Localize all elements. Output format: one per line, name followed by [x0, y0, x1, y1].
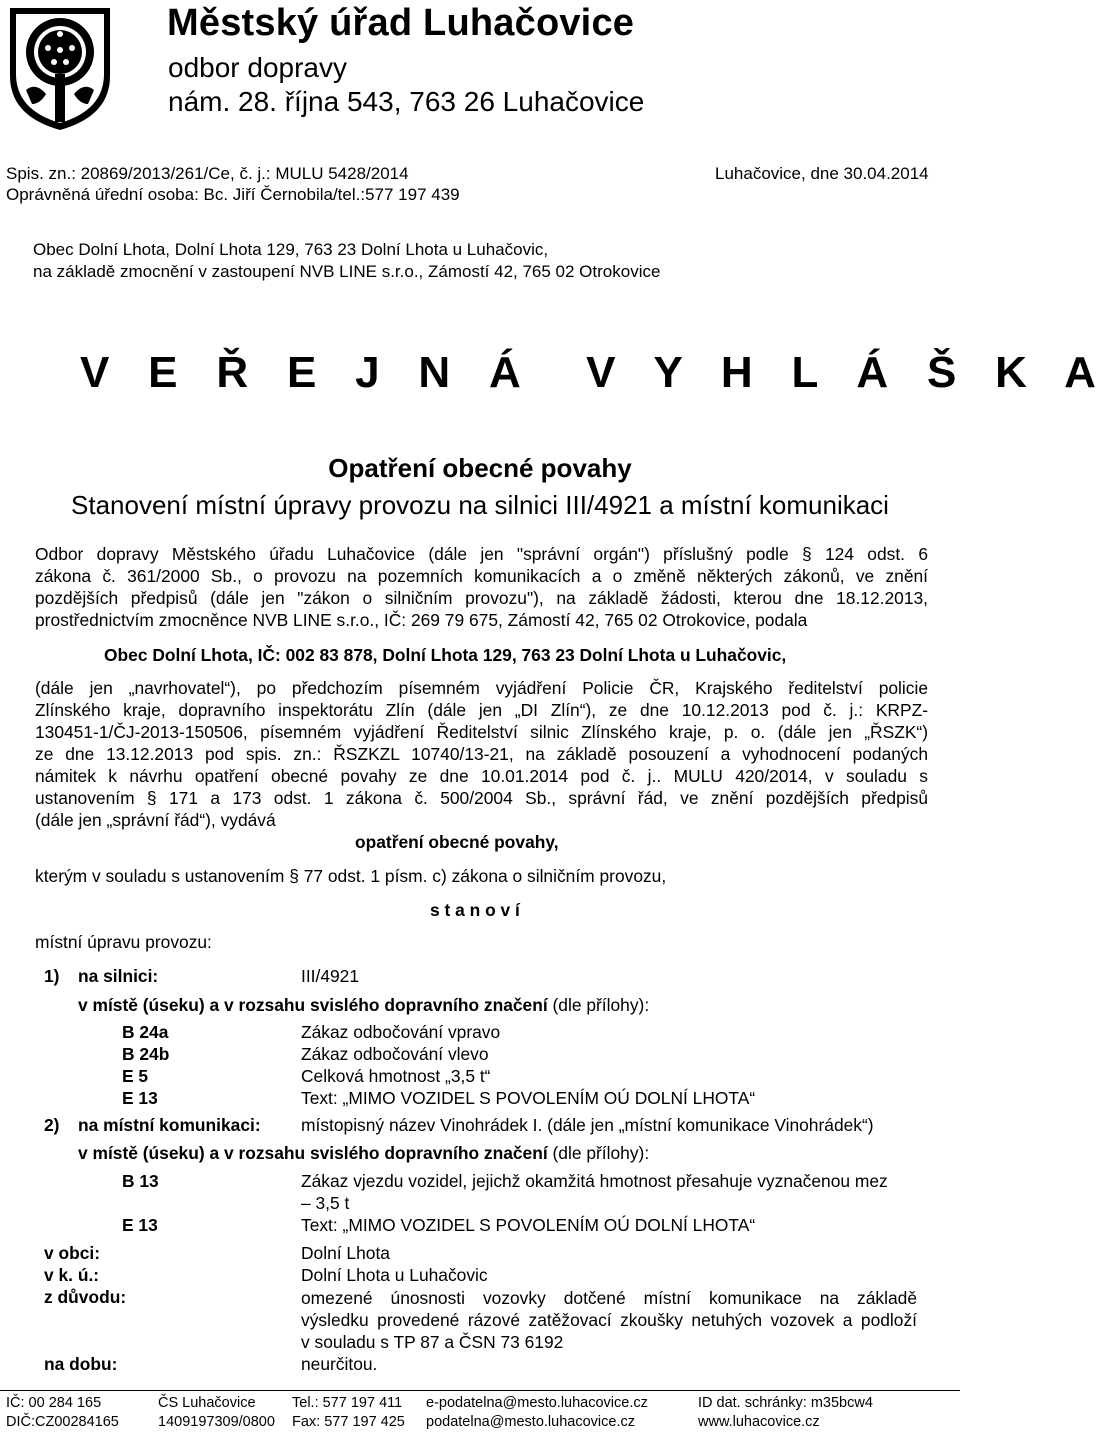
addressee-line-2: na základě zmocnění v zastoupení NVB LINE s.r.o., Zámostí 42, 765 02 Otrokovice [33, 262, 661, 281]
intro-line: Odbor dopravy Městského úřadu Luhačovice (dále jen "správní orgán") příslušný podle § 124 odst. 6 [35, 544, 928, 564]
footer-ic: IČ: 00 284 165 [6, 1395, 102, 1411]
intro-paragraph [35, 543, 928, 631]
item-1-number: 1) [44, 966, 60, 986]
department: odbor dopravy [168, 52, 348, 83]
intro-line: zákona č. 361/2000 Sb., o provozu na pozemních komunikacích a o změně některých zákonů, ve znění [35, 566, 928, 586]
duration-value: neurčitou. [301, 1354, 378, 1374]
body-paragraph [35, 677, 928, 831]
addressee-line-1: Obec Dolní Lhota, Dolní Lhota 129, 763 23 Dolní Lhota u Luhačovic, [33, 240, 549, 259]
item-1-label: na silnici: [78, 966, 159, 986]
footer-dic: DIČ:CZ00284165 [6, 1414, 119, 1430]
document-date: Luhačovice, dne 30.04.2014 [715, 164, 929, 183]
cadastral-value: Dolní Lhota u Luhačovic [301, 1265, 488, 1285]
footer-email-1[interactable]: e-podatelna@mesto.luhacovice.cz [426, 1395, 648, 1411]
sign-code: B 24a [122, 1022, 169, 1042]
sign-text: Text: „MIMO VOZIDEL S POVOLENÍM OÚ DOLNÍ LHOTA“ [301, 1088, 756, 1108]
sign-text: Zákaz odbočování vlevo [301, 1044, 489, 1064]
sign-code: E 13 [122, 1088, 158, 1108]
sign-text: Text: „MIMO VOZIDEL S POVOLENÍM OÚ DOLNÍ LHOTA“ [301, 1215, 756, 1235]
sign-text: Celková hmotnost „3,5 t“ [301, 1066, 491, 1086]
sign-text: Zákaz odbočování vpravo [301, 1022, 501, 1042]
issues-measure: opatření obecné povahy, [355, 832, 559, 852]
item-1-road: III/4921 [301, 966, 360, 986]
file-reference: Spis. zn.: 20869/2013/261/Ce, č. j.: MULU 5428/2014 [6, 164, 409, 183]
sign-code: E 5 [122, 1066, 149, 1086]
office-title: Městský úřad Luhačovice [167, 2, 635, 44]
public-notice-heading [80, 348, 1109, 398]
intro-line: pozdějších předpisů (dále jen "zákon o silničním provozu"), na základě žádosti, kterou dne 18.12.2013, [35, 588, 928, 608]
sign-text: Zákaz vjezdu vozidel, jejichž okamžitá hmotnost přesahuje vyznačenou mez [301, 1171, 888, 1191]
footer-fax: Fax: 577 197 425 [292, 1414, 405, 1430]
sign-text-continued: – 3,5 t [301, 1193, 350, 1213]
item-2-road: místopisný název Vinohrádek I. (dále jen „místní komunikace Vinohrádek“) [301, 1115, 874, 1135]
office-address: nám. 28. října 543, 763 26 Luhačovice [168, 86, 645, 117]
footer-account: 1409197309/0800 [158, 1414, 275, 1430]
footer-bank: ČS Luhačovice [158, 1395, 256, 1411]
applicant: Obec Dolní Lhota, IČ: 002 83 878, Dolní Lhota 129, 763 23 Dolní Lhota u Luhačovic, [104, 645, 787, 665]
body-line: (dále jen „správní řád“), vydává [35, 810, 276, 830]
determines: s t a n o v í [430, 900, 520, 920]
official-person: Oprávněná úřední osoba: Bc. Jiří Černobila/tel.:577 197 439 [6, 185, 460, 204]
footer-divider [0, 1390, 960, 1391]
body-line: (dále jen „navrhovatel“), po předchozím písemném vyjádření Policie ČR, Krajského ředitelství policie [35, 678, 928, 698]
measure-subject: Stanovení místní úpravy provozu na silnici III/4921 a místní komunikaci [71, 490, 889, 520]
sign-code: B 13 [122, 1171, 159, 1191]
footer-tel: Tel.: 577 197 411 [292, 1395, 403, 1411]
measure-type: Opatření obecné povahy [328, 453, 632, 483]
item-2-place: v místě (úseku) a v rozsahu svislého dopravního značení (dle přílohy): [78, 1143, 650, 1163]
body-line: ze dne 13.12.2013 pod spis. zn.: ŘSZKZL 10740/13-21, na základě posouzení a vyhodnocení podaných [35, 744, 928, 764]
footer-email-2[interactable]: podatelna@mesto.luhacovice.cz [426, 1414, 635, 1430]
body-line: ustanovením § 171 a 173 odst. 1 zákona č. 500/2004 Sb., správní řád, ve znění pozdějších předpisů [35, 788, 928, 808]
footer-web[interactable]: www.luhacovice.cz [698, 1414, 820, 1430]
legal-basis: kterým v souladu s ustanovením § 77 odst. 1 písm. c) zákona o silničním provozu, [35, 866, 667, 886]
duration-label: na dobu: [44, 1354, 118, 1374]
reason-label: z důvodu: [44, 1287, 127, 1307]
heading-word-2: V Y H L Á Š K A [586, 348, 1109, 397]
body-line: 130451-1/ČJ-2013-150506, písemném vyjádření Ředitelství silnic Zlínského kraje, p. o. (dále jen „ŘSZK“) [35, 722, 928, 742]
sign-code: B 24b [122, 1044, 170, 1064]
municipality-value: Dolní Lhota [301, 1243, 390, 1263]
coat-of-arms-logo [6, 4, 114, 132]
cadastral-label: v k. ú.: [44, 1265, 100, 1285]
body-line: námitek k návrhu opatření obecné povahy ze dne 10.01.2014 pod č. j.. MULU 420/2014, v souladu s [35, 766, 928, 786]
municipality-label: v obci: [44, 1243, 101, 1263]
item-2-number: 2) [44, 1115, 60, 1135]
item-1-place: v místě (úseku) a v rozsahu svislého dopravního značení (dle přílohy): [78, 995, 650, 1015]
intro-line: prostřednictvím zmocněnce NVB LINE s.r.o., IČ: 269 79 675, Zámostí 42, 765 02 Otrokovice, podala [35, 610, 808, 630]
local-arrangement-label: místní úpravu provozu: [35, 932, 212, 952]
footer-databox: ID dat. schránky: m35bcw4 [698, 1395, 873, 1411]
body-line: Zlínského kraje, dopravního inspektorátu Zlín (dále jen „DI Zlín“), ze dne 10.12.2013 pod č. j.: KRPZ- [35, 700, 928, 720]
heading-word-1: V E Ř E J N Á [80, 348, 535, 397]
reason-text: omezené únosnosti vozovky dotčené místní komunikace na základě výsledku provedené rázové zatěžovací zkoušky netuhých vozovek a podloží v souladu s TP 87 a ČSN 73 6192 [301, 1288, 917, 1352]
item-2-label: na místní komunikaci: [78, 1115, 261, 1135]
sign-code: E 13 [122, 1215, 158, 1235]
